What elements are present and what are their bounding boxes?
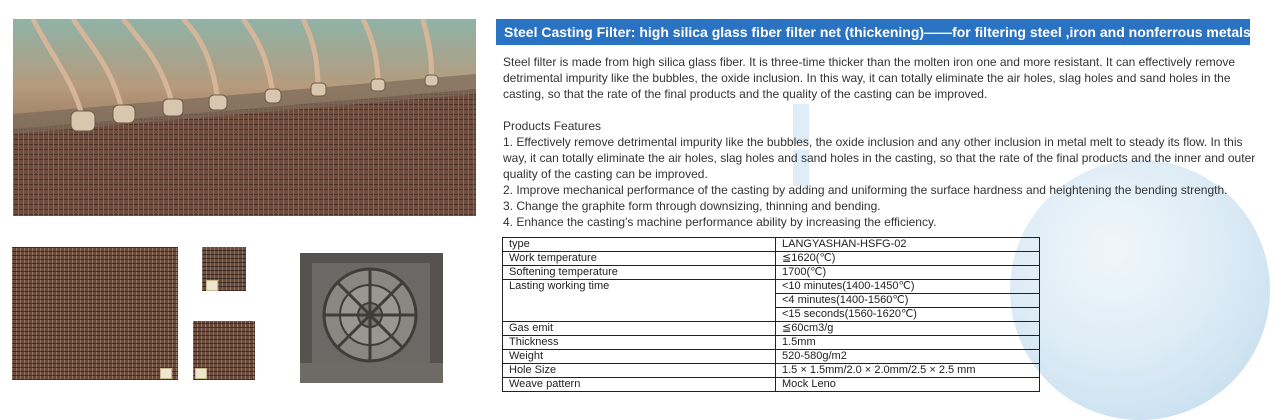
spec-value: <15 seconds(1560-1620℃) [776,308,1040,322]
spec-value: 520-580g/m2 [776,350,1040,364]
spec-value: 1700(℃) [776,266,1040,280]
spec-value: <10 minutes(1400-1450℃) [776,280,1040,294]
table-row [503,364,1040,378]
production-line-photo [13,19,476,216]
spec-value: 1.5mm [776,336,1040,350]
table-row [503,266,1040,280]
table-row [503,378,1040,392]
spec-label: Gas emit [503,322,776,336]
table-row [503,252,1040,266]
filter-mesh-sample-small [202,247,246,291]
feature-item: 3. Change the graphite form through downsizing, thinning and bending. [503,199,881,213]
label-tag-icon [160,368,172,379]
spec-label: Softening temperature [503,266,776,280]
spec-label: Weave pattern [503,378,776,392]
feature-item: 1. Effectively remove detrimental impurity like the bubbles, the oxide inclusion and any other inclusion in metal melt to steady its flow. In this way, it can totally eliminate the air holes, slag holes and sand holes in the casting, so that the rate of the final products and the inner and outer quality of the casting can be improved. [503,135,1256,181]
spec-value: Mock Leno [776,378,1040,392]
spec-value: ≦60cm3/g [776,322,1040,336]
spec-label: Thickness [503,336,776,350]
spec-label: Work temperature [503,252,776,266]
feature-item: 2. Improve mechanical performance of the casting by adding and uniforming the surface hardness and heightening the bending strength. [503,183,1228,197]
spec-table [502,237,1040,392]
spec-value: LANGYASHAN-HSFG-02 [776,238,1040,252]
table-row [503,336,1040,350]
table-row [503,280,1040,294]
spec-value: 1.5 × 1.5mm/2.0 × 2.0mm/2.5 × 2.5 mm [776,364,1040,378]
table-row [503,238,1040,252]
spec-label: Hole Size [503,364,776,378]
spec-value: <4 minutes(1400-1560℃) [776,294,1040,308]
casting-mold-photo [300,253,443,383]
product-description [503,54,1269,230]
page-title: Steel Casting Filter: high silica glass fiber filter net (thickening)——for filtering steel ,iron and nonferrous metals [496,19,1250,45]
spec-value: ≦1620(℃) [776,252,1040,266]
spec-label: Weight [503,350,776,364]
table-row [503,350,1040,364]
spec-label: Lasting working time [503,280,776,322]
features-heading: Products Features [503,119,602,133]
filter-mesh-sample-large [12,247,178,380]
filter-mesh-sample-medium [193,321,255,380]
label-tag-icon [195,368,207,379]
feature-item: 4. Enhance the casting's machine performance ability by increasing the efficiency. [503,215,937,229]
spec-label: type [503,238,776,252]
intro-paragraph: Steel filter is made from high silica glass fiber. It is three-time thicker than the molten iron one and more resistant. It can effectively remove detrimental impurity like the bubbles, the oxide inclusion. In this way, it can totally eliminate the air holes, slag holes and sand holes in the casting, so that the rate of the final products and the quality of the casting can be improved. [503,55,1236,101]
label-tag-icon [206,280,218,291]
table-row [503,322,1040,336]
